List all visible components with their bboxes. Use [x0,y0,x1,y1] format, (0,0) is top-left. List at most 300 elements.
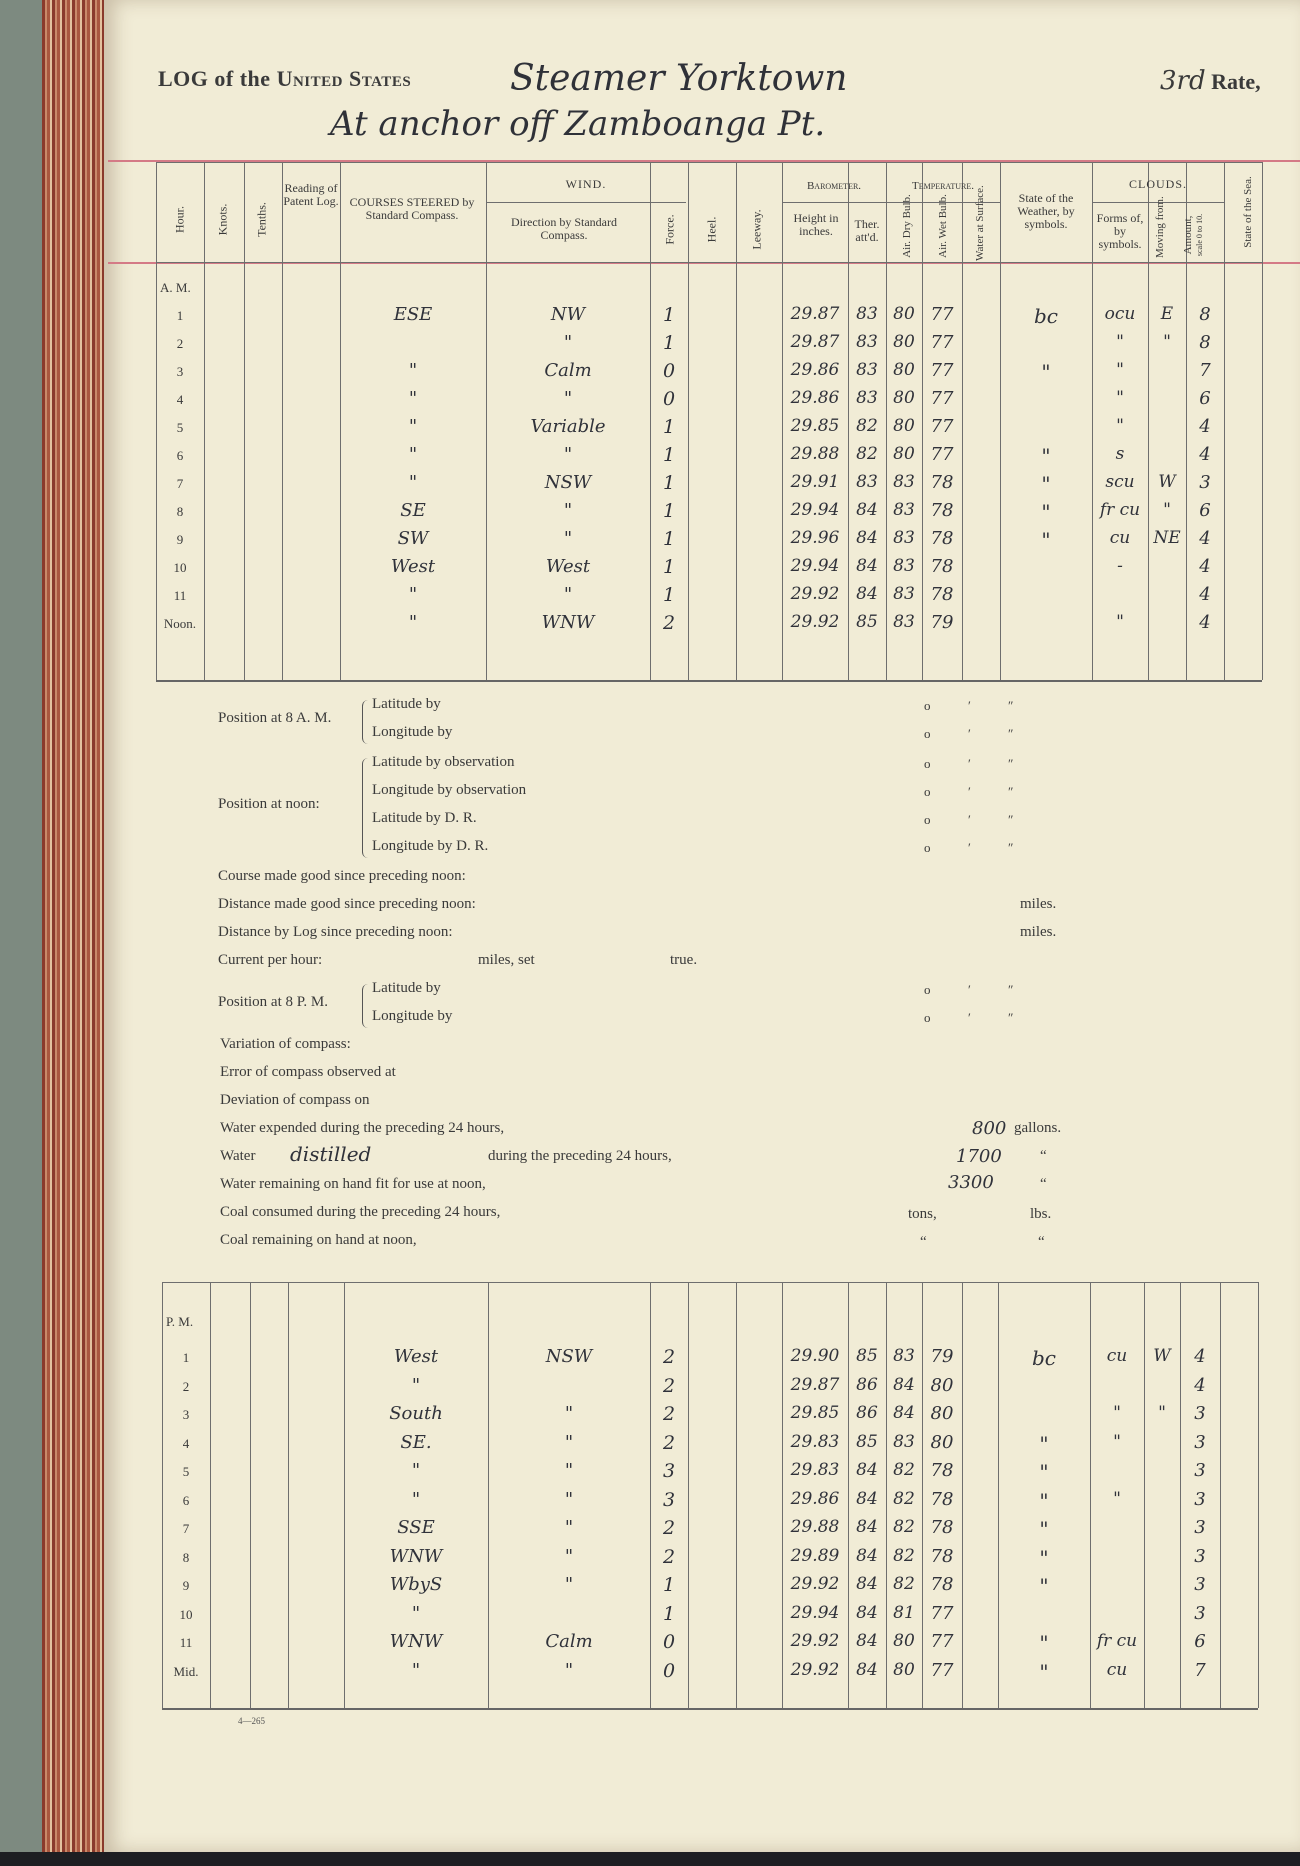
ther-attached-cell: 86 [856,1374,878,1395]
cloud-forms-cell: " [1116,332,1124,352]
wind-direction-cell: " [563,500,573,521]
second-mark: ″ [1008,812,1014,827]
course-made-label: Course made good since preceding noon: [218,868,466,884]
weather-cell: bc [1031,1346,1056,1370]
column-rule [1262,162,1263,680]
minute-mark: ′ [968,982,971,997]
weather-cell: " [1039,1545,1049,1570]
degree-mark: o [924,812,931,827]
col-amount: Amount, scale 0 to 10. [1182,213,1204,257]
degree-mark: o [924,784,931,799]
ditto-2: “ [1040,1176,1047,1192]
weather-cell: " [1039,1488,1049,1513]
course-cell: ESE [393,304,433,325]
ship-name: Steamer Yorktown [510,58,848,99]
air-dry-cell: 83 [893,528,915,548]
air-dry-cell: 83 [893,1431,915,1452]
force-cell: 1 [662,1574,676,1596]
force-cell: 2 [662,1545,676,1568]
hour-cell: 5 [182,1464,190,1479]
air-wet-cell: 78 [930,584,954,605]
coal-ditto-2: “ [1038,1234,1045,1250]
course-cell: WbyS [389,1574,443,1595]
form-number: 4—265 [238,1716,265,1726]
air-dry-cell: 80 [893,304,915,324]
lat-obs-label: Latitude by observation [372,754,515,770]
water-remaining-label: Water remaining on hand fit for use at noon, [220,1176,486,1192]
ther-attached-cell: 84 [856,500,878,520]
cloud-moving-cell: NE [1153,528,1181,548]
barometer-height-cell: 29.88 [790,444,840,464]
force-cell: 1 [662,1602,676,1625]
column-rule [210,1282,211,1708]
column-rule [1000,162,1001,680]
hour-cell: 7 [182,1521,190,1536]
force-cell: 3 [662,1488,676,1511]
ther-attached-cell: 84 [856,584,878,604]
air-dry-cell: 82 [893,1574,915,1594]
air-wet-cell: 78 [930,528,954,549]
air-dry-cell: 82 [893,1545,915,1566]
hour-cell: 2 [182,1378,190,1394]
long-dr-label: Longitude by D. R. [372,838,489,854]
air-wet-cell: 78 [930,1517,954,1538]
col-temperature: Temperature. [912,180,974,192]
air-wet-cell: 77 [930,444,954,465]
air-wet-cell: 77 [930,1659,954,1681]
water-label: Water [220,1148,256,1164]
force-cell: 1 [662,584,676,606]
barometer-height-cell: 29.94 [790,500,840,520]
force-cell: 1 [662,500,676,522]
cloud-forms-cell: s [1115,444,1125,464]
wind-direction-cell: WNW [541,612,595,633]
cloud-amount-cell: 3 [1194,1431,1206,1453]
wind-direction-cell: " [564,1659,574,1681]
air-wet-cell: 78 [930,556,954,577]
minute-mark: ′ [968,698,971,713]
col-barometer: Barometer. [806,180,862,192]
ther-attached-cell: 86 [856,1403,878,1423]
rate-label: 3rd Rate, [1160,66,1261,96]
wind-direction-cell: " [563,388,573,409]
ther-attached-cell: 84 [856,528,878,548]
cloud-forms-cell: cu [1109,528,1131,548]
wind-direction-cell: Calm [545,1631,593,1652]
barometer-height-cell: 29.85 [790,416,840,436]
column-rule [486,162,487,680]
error-label: Error of compass observed at [220,1064,396,1080]
course-cell: " [408,584,418,605]
second-mark: ″ [1008,784,1014,799]
cloud-amount-cell: 3 [1194,1403,1206,1424]
cloud-amount-cell: 4 [1199,584,1211,605]
course-cell: SSE [397,1517,435,1538]
weather-cell: " [1041,444,1051,468]
cloud-moving-cell: W [1158,472,1176,492]
barometer-height-cell: 29.83 [790,1431,840,1452]
cloud-forms-cell: scu [1105,472,1135,492]
minute-mark: ′ [968,726,971,741]
table-bottom-line [162,1708,1258,1710]
barometer-height-cell: 29.94 [790,1602,840,1623]
coal-remaining-label: Coal remaining on hand at noon, [220,1232,417,1248]
force-cell: 1 [662,556,676,578]
weather-cell: " [1039,1659,1049,1684]
air-dry-cell: 82 [893,1460,915,1480]
header-bottom-line [156,262,1262,263]
cloud-amount-cell: 6 [1194,1631,1206,1652]
weather-cell: " [1041,472,1051,496]
cloud-amount-cell: 8 [1199,304,1211,325]
cloud-forms-cell: " [1113,1403,1121,1423]
course-cell: South [389,1403,443,1424]
force-cell: 0 [662,388,676,410]
barometer-height-cell: 29.90 [790,1346,840,1366]
hour-cell: 8 [182,1549,190,1565]
miles-set-label: miles, set [478,952,535,968]
cloud-amount-cell: 4 [1199,416,1211,437]
air-dry-cell: 83 [893,472,915,492]
air-dry-cell: 80 [893,416,915,436]
force-cell: 1 [662,472,676,494]
position-noon-label: Position at noon: [218,796,320,812]
course-cell: West [393,1346,439,1367]
force-cell: 1 [662,332,676,354]
wind-direction-cell: NSW [544,472,592,493]
barometer-height-cell: 29.89 [790,1545,840,1566]
column-rule [962,162,963,680]
course-cell: " [411,1488,421,1510]
column-rule [1148,162,1149,680]
force-cell: 0 [662,360,676,382]
cloud-amount-cell: 4 [1199,556,1211,577]
cloud-forms-cell: fr cu [1096,1631,1138,1651]
air-dry-cell: 81 [893,1602,915,1623]
hour-cell: 4 [176,392,184,407]
cloud-amount-cell: 6 [1199,500,1211,521]
water-during-label: during the preceding 24 hours, [488,1148,672,1164]
hour-cell: 6 [182,1492,190,1508]
force-cell: 0 [662,1659,676,1682]
col-water-surface: Water at Surface. [974,185,986,261]
degree-mark: o [924,756,931,771]
hour-cell: 4 [182,1435,190,1451]
location-note: At anchor off Zamboanga Pt. [330,104,826,144]
course-cell: " [408,388,418,409]
gallons-label: gallons. [1014,1120,1062,1136]
degree-mark: o [924,982,931,997]
cloud-amount-cell: 3 [1194,1545,1206,1567]
column-rule [1258,1282,1259,1708]
course-cell: WNW [389,1545,443,1567]
long-8pm-label: Longitude by [372,1008,453,1024]
cloud-amount-cell: 3 [1194,1517,1206,1538]
air-wet-cell: 77 [930,388,954,409]
table-top-line [162,1282,1258,1283]
barometer-height-cell: 29.87 [790,332,840,352]
hour-cell: 10 [179,1606,193,1622]
air-wet-cell: 77 [930,332,954,353]
hour-cell: 11 [179,1635,193,1650]
lat-8pm-label: Latitude by [372,980,441,996]
barometer-height-cell: 29.94 [790,556,840,576]
brace-8am [362,700,371,744]
weather-cell: " [1039,1631,1049,1655]
air-wet-cell: 77 [930,1602,954,1624]
miles-1: miles. [1020,896,1057,912]
column-rule [282,162,283,680]
ther-attached-cell: 84 [856,1488,878,1509]
course-cell: " [408,416,418,437]
degree-mark: o [924,1010,931,1025]
force-cell: 2 [662,1517,676,1539]
ther-attached-cell: 84 [856,1460,878,1480]
wind-direction-cell: " [563,584,573,605]
ther-attached-cell: 83 [856,472,878,492]
force-cell: 3 [662,1460,676,1482]
col-heel: Heel. [704,216,719,243]
barometer-height-cell: 29.92 [790,584,840,604]
air-dry-cell: 80 [893,388,915,408]
weather-cell: " [1039,1517,1049,1541]
barometer-height-cell: 29.88 [790,1517,840,1537]
wind-direction-cell: " [564,1517,574,1538]
degree-mark: o [924,840,931,855]
hour-cell: 8 [176,504,184,519]
coal-consumed-label: Coal consumed during the preceding 24 hours, [220,1204,501,1220]
column-rule [288,1282,289,1708]
dist-log-label: Distance by Log since preceding noon: [218,924,453,940]
degree-mark: o [924,726,931,741]
col-knots: Knots. [215,203,230,236]
second-mark: ″ [1008,982,1014,997]
air-dry-cell: 84 [893,1403,915,1423]
ther-attached-cell: 85 [856,612,878,632]
wind-direction-cell: West [545,556,591,577]
column-rule [244,162,245,680]
miles-2: miles. [1020,924,1057,940]
water-expended-value: 800 [972,1118,1007,1139]
col-moving: Moving from. [1154,196,1166,258]
water-distilled-note: distilled [290,1142,372,1166]
cloud-moving-cell: W [1153,1346,1171,1366]
weather-cell: " [1041,528,1051,552]
weather-cell: " [1039,1460,1049,1484]
barometer-height-cell: 29.86 [790,388,840,408]
course-cell: " [408,360,418,381]
ther-attached-cell: 84 [856,1659,878,1680]
wind-direction-cell: " [564,1403,574,1424]
coal-ditto-1: “ [920,1234,927,1250]
cloud-amount-cell: 3 [1199,472,1211,493]
ther-attached-cell: 84 [856,556,878,576]
minute-mark: ′ [968,1010,971,1025]
ther-attached-cell: 83 [856,360,878,380]
cloud-amount-cell: 7 [1199,360,1211,381]
air-dry-cell: 83 [893,584,915,604]
weather-cell: " [1039,1431,1049,1456]
force-cell: 0 [662,1631,676,1653]
ther-attached-cell: 83 [856,332,878,352]
hour-cell: 10 [173,560,187,575]
ther-attached-cell: 84 [856,1631,878,1651]
water-remaining-value: 3300 [948,1172,994,1193]
wind-direction-cell: Calm [544,360,592,381]
minute-mark: ′ [968,812,971,827]
air-wet-cell: 80 [930,1431,954,1453]
col-leeway: Leeway. [749,209,764,250]
col-ther: Ther. att'd. [854,217,880,244]
position-8pm-label: Position at 8 P. M. [218,994,329,1010]
hour-cell: 6 [176,448,184,463]
column-rule [688,162,689,680]
cloud-amount-cell: 6 [1199,388,1211,409]
lat-8am-label: Latitude by [372,696,441,712]
force-cell: 1 [662,444,676,466]
col-courses: COURSES STEERED by Standard Compass. [349,195,475,222]
water-distilled-value: 1700 [956,1146,1002,1167]
brace-8pm [362,984,371,1028]
column-rule [250,1282,251,1708]
hour-cell: Mid. [173,1663,199,1679]
second-mark: ″ [1008,840,1014,855]
course-cell: " [411,1602,421,1624]
air-wet-cell: 78 [930,500,954,521]
col-wind-direction: Direction by Standard Compass. [511,215,617,242]
minute-mark: ′ [968,840,971,855]
cloud-forms-cell: " [1116,416,1124,436]
cloud-moving-cell: " [1163,500,1171,520]
air-dry-cell: 80 [893,360,915,380]
col-force: Force. [662,214,677,245]
column-rule [1224,162,1225,680]
long-8am-label: Longitude by [372,724,453,740]
wind-direction-cell: " [564,1488,574,1510]
cloud-moving-cell: " [1158,1403,1166,1423]
col-height: Height in inches. [793,211,839,238]
col-tenths: Tenths. [254,202,269,237]
force-cell: 1 [662,416,676,438]
barometer-height-cell: 29.86 [790,1488,840,1509]
air-wet-cell: 79 [930,1346,954,1367]
wind-direction-cell: Variable [530,416,606,437]
ther-attached-cell: 84 [856,1574,878,1594]
lbs-label: lbs. [1030,1206,1052,1222]
second-mark: ″ [1008,1010,1014,1025]
col-hour: Hour. [172,206,187,233]
cloud-amount-cell: 3 [1194,1574,1206,1595]
air-dry-cell: 83 [893,556,915,576]
second-mark: ″ [1008,698,1014,713]
course-cell: " [408,472,418,493]
second-mark: ″ [1008,726,1014,741]
cloud-forms-cell: ocu [1104,304,1136,324]
col-patent-log: Reading of Patent Log. [283,181,339,208]
ditto-1: “ [1040,1148,1047,1164]
long-obs-label: Longitude by observation [372,782,527,798]
air-dry-cell: 80 [893,444,915,464]
air-wet-cell: 78 [930,1488,954,1510]
ther-attached-cell: 84 [856,1545,878,1566]
cloud-amount-cell: 3 [1194,1460,1206,1481]
cloud-amount-cell: 3 [1194,1602,1206,1624]
column-rule [162,1282,163,1708]
weather-cell: " [1041,500,1051,524]
force-cell: 2 [662,1374,676,1397]
weather-cell: bc [1033,304,1058,328]
ther-attached-cell: 85 [856,1346,878,1366]
hour-cell: 11 [173,588,187,603]
air-wet-cell: 78 [930,1460,954,1481]
air-wet-cell: 77 [930,304,954,325]
cloud-moving-cell: E [1160,304,1174,324]
col-sea: State of the Sea. [1242,176,1254,248]
course-cell: " [411,1460,421,1481]
table-bottom-line [156,680,1262,682]
cloud-amount-cell: 4 [1199,444,1211,465]
am-label: A. M. [160,280,191,295]
column-rule [156,162,157,680]
column-rule [736,162,737,680]
wind-direction-cell: " [564,1574,574,1595]
ther-attached-cell: 85 [856,1431,878,1452]
book-spine [42,0,108,1866]
wind-direction-cell: NSW [545,1346,593,1367]
pm-label: P. M. [166,1314,194,1329]
cloud-forms-cell: " [1113,1431,1121,1452]
cloud-amount-cell: 4 [1194,1374,1206,1396]
dist-made-label: Distance made good since preceding noon: [218,896,476,912]
column-rule [1220,1282,1221,1708]
table-top-line [156,162,1262,163]
cloud-forms-cell: fr cu [1099,500,1141,520]
hour-cell: 7 [176,476,184,491]
lat-dr-label: Latitude by D. R. [372,810,477,826]
wind-direction-cell: " [563,528,573,549]
hour-cell: 3 [182,1407,190,1422]
force-cell: 2 [662,1431,676,1454]
cloud-forms-cell: " [1116,388,1124,408]
ther-attached-cell: 84 [856,1517,878,1537]
col-forms: Forms of, by symbols. [1096,211,1144,251]
cloud-amount-cell: 4 [1199,612,1211,633]
force-cell: 2 [662,612,676,634]
column-rule [736,1282,737,1708]
hour-cell: 9 [176,532,184,547]
course-cell: " [408,444,418,465]
air-wet-cell: 78 [930,472,954,493]
barometer-height-cell: 29.85 [790,1403,840,1423]
air-wet-cell: 80 [930,1374,954,1396]
column-rule [340,162,341,680]
air-wet-cell: 80 [930,1403,954,1424]
variation-label: Variation of compass: [220,1036,351,1052]
cloud-forms-cell: " [1116,612,1124,632]
cloud-amount-cell: 3 [1194,1488,1206,1510]
course-cell: " [408,612,418,633]
cloud-amount-cell: 4 [1194,1346,1206,1367]
wind-direction-cell: " [564,1460,574,1481]
ther-attached-cell: 83 [856,304,878,324]
course-cell: SE. [400,1431,432,1453]
column-rule [204,162,205,680]
wind-direction-cell: NW [550,304,586,325]
course-cell: " [411,1374,421,1396]
brace-noon [362,758,371,858]
second-mark: ″ [1008,756,1014,771]
barometer-height-cell: 29.92 [790,612,840,632]
